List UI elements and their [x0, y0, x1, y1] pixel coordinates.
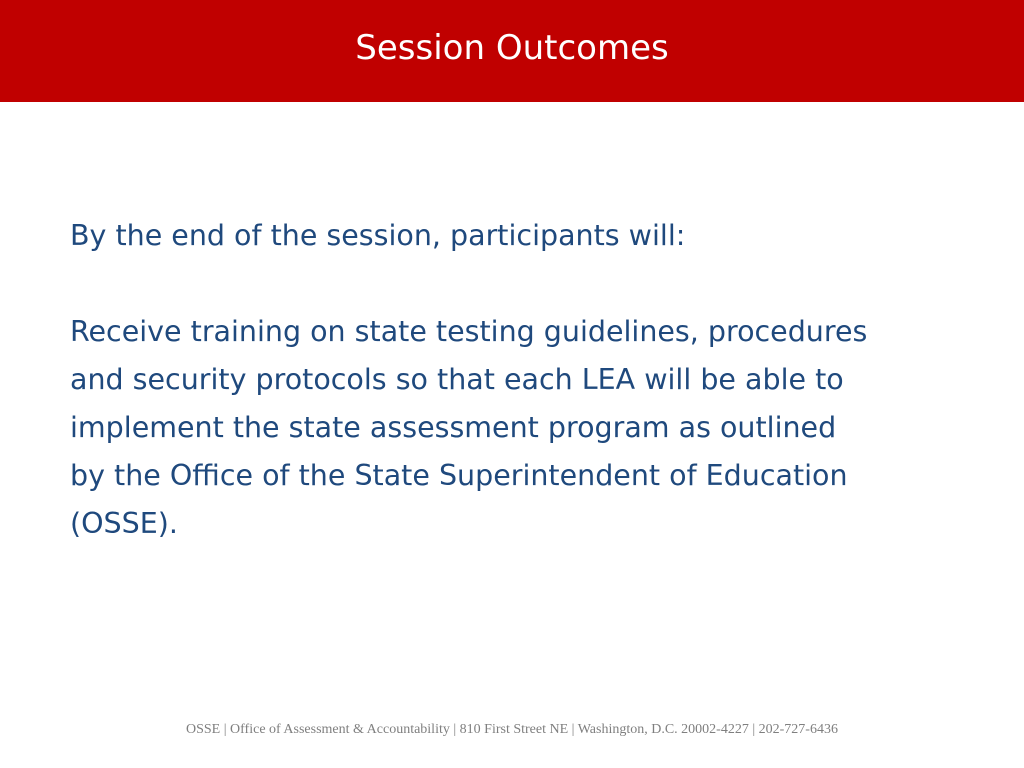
body-line-1: Receive training on state testing guidelines, procedures [70, 315, 868, 348]
body-line-3: implement the state assessment program as outlined [70, 411, 837, 444]
intro-text: By the end of the session, participants will: [70, 219, 686, 252]
body-line-5: (OSSE). [70, 507, 178, 540]
slide-content [70, 212, 970, 548]
body-line-2: and security protocols so that each LEA will be able to [70, 363, 844, 396]
paragraph-spacer [70, 260, 970, 308]
slide-title: Session Outcomes [355, 28, 669, 68]
body-line-4: by the Office of the State Superintendent of Education [70, 459, 848, 492]
title-bar [0, 0, 1024, 102]
slide-footer: OSSE | Office of Assessment & Accountability | 810 First Street NE | Washington, D.C. 20002-4227 | 202-727-6436 [186, 722, 838, 737]
